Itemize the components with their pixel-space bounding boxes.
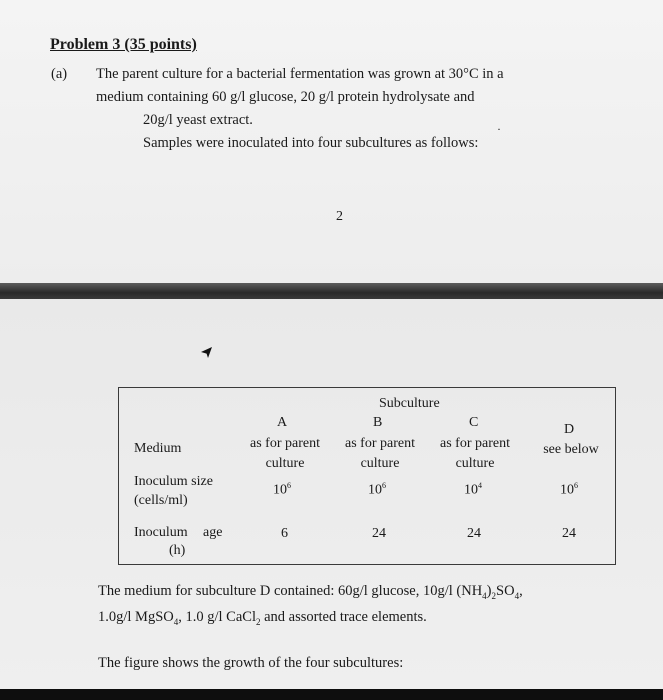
inoculum-age-d: 24 xyxy=(562,526,576,541)
inoculum-size-b: $10^6$ xyxy=(368,481,386,498)
medium-a: as for parent culture xyxy=(250,436,320,471)
cursor-arrow-icon xyxy=(200,346,214,362)
stray-dot: · xyxy=(497,122,501,136)
medium-c: as for parent culture xyxy=(440,436,510,471)
column-letter-d: D xyxy=(564,422,575,437)
medium-d-note: The medium for subculture D contained: 60g/l glucose, 10g/l $(NH_4)_2SO_4$, 1.0g/l MgSO$_4$, 1.0 g/l CaCl$_2$ and assorted trace elements. xyxy=(98,583,523,627)
inoculum-age-b: 24 xyxy=(372,526,386,541)
column-letter-a: A xyxy=(277,415,288,430)
problem-title: Problem 3 (35 points) xyxy=(50,36,197,53)
medium-b: as for parent culture xyxy=(345,436,415,471)
row-label-inoculum-size: Inoculum size xyxy=(134,474,213,489)
row-label-medium: Medium xyxy=(134,441,182,456)
inoculum-size-a: $10^6$ xyxy=(273,481,291,498)
bottom-edge xyxy=(0,689,663,700)
inoculum-age-a: 6 xyxy=(281,526,288,541)
row-label-inoculum-size-unit: (cells/ml) xyxy=(134,493,188,508)
page-number: 2 xyxy=(336,209,343,224)
row-label-inoculum-age-2: age xyxy=(203,525,223,540)
column-letter-c: C xyxy=(469,415,479,430)
column-letter-b: B xyxy=(373,415,383,430)
problem-line-2: medium containing 60 g/l glucose, 20 g/l protein hydrolysate and xyxy=(96,89,475,105)
part-label: (a) xyxy=(51,66,68,82)
row-label-inoculum-age-unit: (h) xyxy=(169,543,186,558)
problem-line-1: The parent culture for a bacterial fermentation was grown at 30°C in a xyxy=(96,66,504,82)
subculture-header: Subculture xyxy=(379,396,440,411)
problem-line-3: 20g/l yeast extract. xyxy=(143,112,253,128)
inoculum-size-d: $10^6$ xyxy=(560,481,578,498)
inoculum-size-c: $10^4$ xyxy=(464,481,482,498)
problem-line-4: Samples were inoculated into four subcultures as follows: xyxy=(143,135,479,151)
page-divider-band xyxy=(0,283,663,299)
inoculum-age-c: 24 xyxy=(467,526,481,541)
figure-caption: The figure shows the growth of the four subcultures: xyxy=(98,655,404,671)
row-label-inoculum-age: Inoculum xyxy=(134,525,188,540)
medium-d: see below xyxy=(543,442,599,457)
subculture-table xyxy=(118,387,616,565)
